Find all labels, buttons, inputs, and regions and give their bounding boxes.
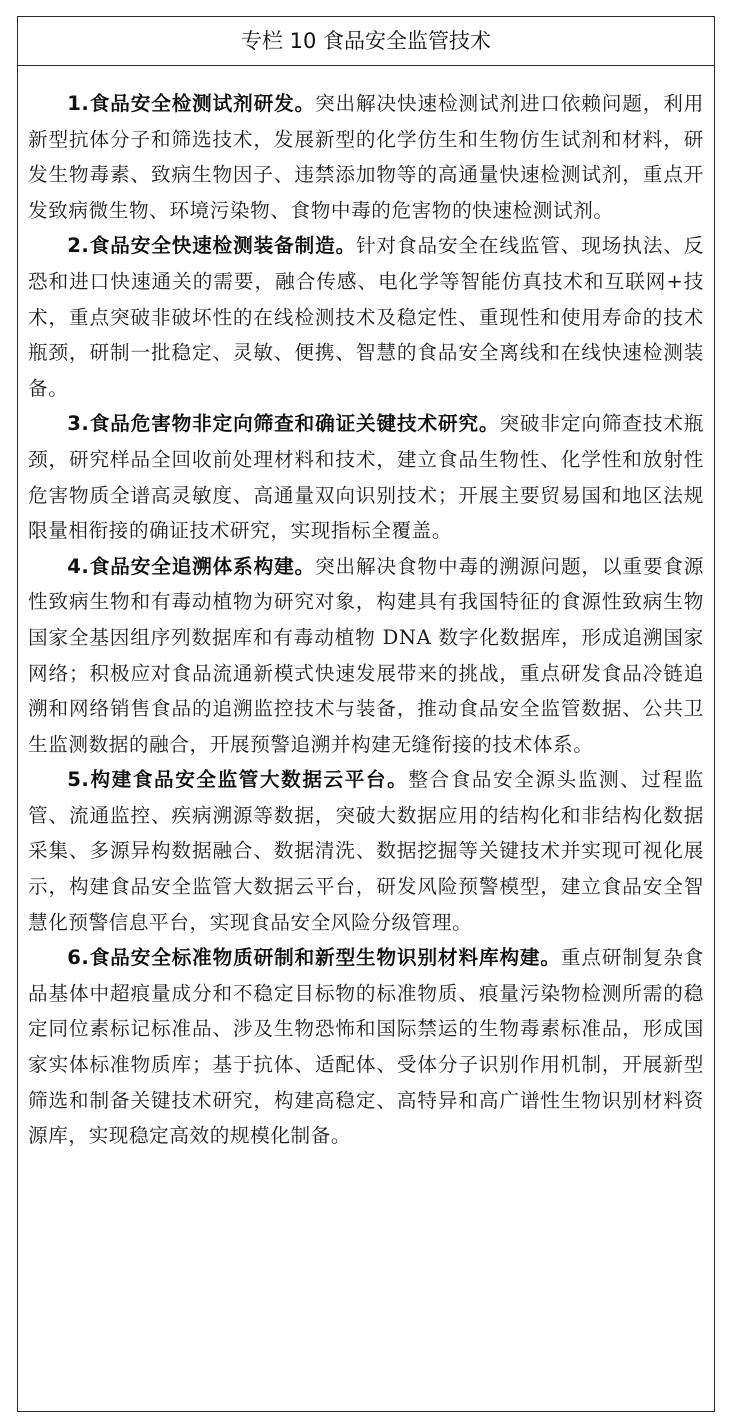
paragraph-2 (28, 228, 704, 406)
paragraph-heading: 3.食品危害物非定向筛查和确证关键技术研究。 (67, 412, 500, 436)
paragraph-3 (28, 406, 704, 548)
column-title: 专栏 10 食品安全监管技术 (18, 17, 714, 66)
paragraph-text: 针对食品安全在线监管、现场执法、反恐和进口快速通关的需要，融合传感、电化学等智能仿真技术和互联网+技术，重点突破非破坏性的在线检测技术及稳定性、重现性和使用寿命的技术瓶颈，研制一批稳定、灵敏、便携、智慧的食品安全离线和在线快速检测装备。 (28, 234, 705, 400)
paragraph-text: 突破非定向筛查技术瓶颈，研究样品全回收前处理材料和技术，建立食品生物性、化学性和放射性危害物质全谱高灵敏度、高通量双向识别技术；开展主要贸易国和地区法规限量相衔接的确证技术研究，实现指标全覆盖。 (28, 412, 705, 543)
paragraph-5 (28, 762, 704, 940)
paragraph-4 (28, 549, 704, 763)
column-body (18, 66, 714, 1154)
paragraph-heading: 5.构建食品安全监管大数据云平台。 (67, 768, 409, 792)
paragraph-heading: 1.食品安全检测试剂研发。 (67, 92, 316, 115)
paragraph-text: 突出解决快速检测试剂进口依赖问题，利用新型抗体分子和筛选技术，发展新型的化学仿生和生物仿生试剂和材料，研发生物毒素、致病生物因子、违禁添加物等的高通量快速检测试剂，重点开发致病微生物、环境污染物、食物中毒的危害物的快速检测试剂。 (28, 92, 704, 222)
column-box (17, 16, 715, 1412)
paragraph-text: 突出解决食物中毒的溯源问题，以重要食源性致病生物和有毒动植物为研究对象，构建具有我国特征的食源性致病生物国家全基因组序列数据库和有毒动植物 DNA 数字化数据库，形成追溯国家网络；积极应对食品流通新模式快速发展带来的挑战，重点研发食品冷链追溯和网络销售食品的追溯监控技术与装备，推动食品安全监管数据、公共卫生监测数据的融合，开展预警追溯并构建无缝衔接的技术体系。 (28, 554, 704, 756)
paragraph-1 (28, 86, 704, 228)
paragraph-heading: 2.食品安全快速检测装备制造。 (67, 234, 357, 258)
paragraph-text: 整合食品安全源头监测、过程监管、流通监控、疾病溯源等数据，突破大数据应用的结构化和非结构化数据采集、多源异构数据融合、数据清洗、数据挖掘等关键技术并实现可视化展示，构建食品安全监管大数据云平台，研发风险预警模型，建立食品安全智慧化预警信息平台，实现食品安全风险分级管理。 (28, 768, 704, 934)
paragraph-heading: 4.食品安全追溯体系构建。 (67, 554, 316, 578)
paragraph-6 (28, 940, 704, 1154)
paragraph-heading: 6.食品安全标准物质研制和新型生物识别材料库构建。 (67, 946, 561, 970)
paragraph-text: 重点研制复杂食品基体中超痕量成分和不稳定目标物的标准物质、痕量污染物检测所需的稳定同位素标记标准品、涉及生物恐怖和国际禁运的生物毒素标准品，形成国家实体标准物质库；基于抗体、适配体、受体分子识别作用机制，开展新型筛选和制备关键技术研究，构建高稳定、高特异和高广谱性生物识别材料资源库，实现稳定高效的规模化制备。 (28, 946, 705, 1148)
